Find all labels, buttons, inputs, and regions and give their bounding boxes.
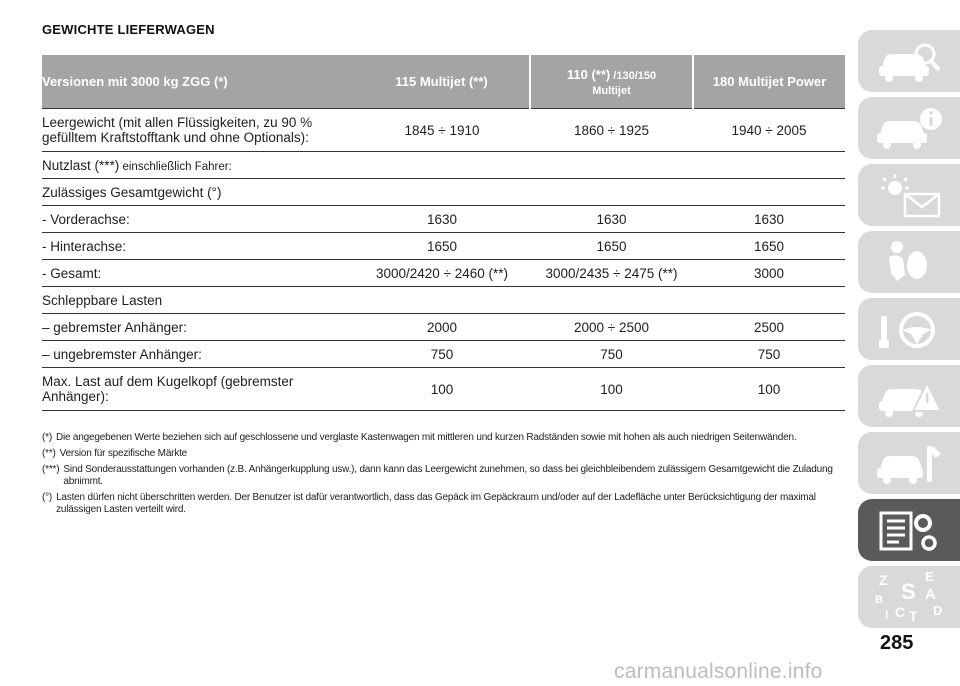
row-label-line2: gefülltem Kraftstofftank und ohne Optionals): bbox=[42, 130, 309, 145]
row-label-line2: Anhänger): bbox=[42, 389, 109, 404]
car-tools-icon bbox=[871, 438, 947, 488]
tab-emergency[interactable] bbox=[858, 365, 960, 427]
index-letter: B bbox=[875, 594, 883, 606]
index-letter: Z bbox=[879, 572, 888, 588]
header-110-variants: /130/150 bbox=[610, 69, 657, 82]
steering-wheel-icon bbox=[871, 304, 947, 354]
header-110-multijet bbox=[530, 55, 693, 109]
cell-value: 1860 ÷ 1925 bbox=[530, 109, 693, 152]
cell-value: 1630 bbox=[693, 206, 845, 233]
table-row bbox=[42, 109, 845, 152]
table-row bbox=[42, 179, 845, 206]
tab-warning-lights[interactable] bbox=[858, 164, 960, 226]
table-row bbox=[42, 233, 845, 260]
footnote bbox=[42, 492, 842, 516]
index-letter: E bbox=[925, 569, 934, 584]
tab-starting-driving[interactable] bbox=[858, 298, 960, 360]
row-label-line1: Leergewicht (mit allen Flüssigkeiten, zu 90 % bbox=[42, 115, 313, 130]
page-number: 285 bbox=[880, 632, 914, 654]
index-letter: A bbox=[925, 586, 936, 603]
tab-information[interactable] bbox=[858, 97, 960, 159]
header-versions: Versionen mit 3000 kg ZGG (*) bbox=[42, 55, 354, 109]
row-label: - Hinterachse: bbox=[42, 233, 354, 260]
cell-value: 1940 ÷ 2005 bbox=[693, 109, 845, 152]
index-letter: I bbox=[885, 608, 889, 622]
table-row bbox=[42, 206, 845, 233]
cell-value: 1630 bbox=[354, 206, 530, 233]
cell-value: 1845 ÷ 1910 bbox=[354, 109, 530, 152]
cell-value: 750 bbox=[693, 341, 845, 368]
header-180-multijet-power: 180 Multijet Power bbox=[693, 55, 845, 109]
row-label: – gebremster Anhänger: bbox=[42, 314, 354, 341]
cell-value: 100 bbox=[354, 368, 530, 411]
footnotes bbox=[42, 432, 842, 520]
footnote-mark: (**) bbox=[42, 448, 56, 459]
tab-alphabetical-index[interactable] bbox=[858, 566, 960, 628]
row-label-small: einschließlich Fahrer: bbox=[119, 160, 232, 173]
footnote bbox=[42, 448, 842, 460]
footnote-mark: (°) bbox=[42, 492, 53, 503]
footnote-mark: (***) bbox=[42, 464, 60, 475]
table-row bbox=[42, 314, 845, 341]
row-label bbox=[42, 368, 354, 411]
footnote-text: Version für spezifische Märkte bbox=[59, 448, 188, 459]
row-label-main: Nutzlast (***) bbox=[42, 157, 120, 173]
car-info-icon bbox=[871, 103, 947, 153]
tab-dashboard[interactable] bbox=[858, 30, 960, 92]
header-115-multijet: 115 Multijet (**) bbox=[354, 55, 530, 109]
table-row bbox=[42, 368, 845, 411]
row-label: - Gesamt: bbox=[42, 260, 354, 287]
index-letter: D bbox=[933, 603, 943, 618]
footnote-text: Die angegebenen Werte beziehen sich auf geschlossene und verglaste Kastenwagen mit mittleren und kurzen Radständen sowie mit hohen als auch niedrigen Seitenwänden. bbox=[55, 432, 797, 443]
index-letter: S bbox=[901, 579, 916, 604]
row-label bbox=[42, 109, 354, 152]
footnote bbox=[42, 464, 842, 488]
cell-value: 100 bbox=[530, 368, 693, 411]
footnote bbox=[42, 432, 842, 444]
header-110-main: 110 (**) bbox=[566, 66, 611, 82]
car-breakdown-icon bbox=[871, 371, 947, 421]
tab-maintenance[interactable] bbox=[858, 432, 960, 494]
row-label: - Vorderachse: bbox=[42, 206, 354, 233]
row-label bbox=[42, 152, 845, 179]
weights-table bbox=[42, 55, 845, 411]
watermark: carmanualsonline.info bbox=[614, 660, 823, 683]
cell-value: 1650 bbox=[530, 233, 693, 260]
index-letter: C bbox=[895, 604, 906, 620]
cell-value: 3000/2435 ÷ 2475 (**) bbox=[530, 260, 693, 287]
table-row bbox=[42, 260, 845, 287]
cell-value: 1650 bbox=[354, 233, 530, 260]
table-row bbox=[42, 341, 845, 368]
cell-value: 2500 bbox=[693, 314, 845, 341]
footnote-mark: (*) bbox=[42, 432, 52, 443]
cell-value: 750 bbox=[530, 341, 693, 368]
index-letter: T bbox=[909, 608, 918, 624]
row-label: Zulässiges Gesamtgewicht (°) bbox=[42, 179, 845, 206]
row-label: – ungebremster Anhänger: bbox=[42, 341, 354, 368]
cell-value: 750 bbox=[354, 341, 530, 368]
footnote-text: Lasten dürfen nicht überschritten werden. Der Benutzer ist dafür verantwortlich, dass das Gepäck im Gepäckraum und/oder auf der Ladefläche unter Berücksichtigung der maximal zulässigen Lasten verteilt wird. bbox=[56, 492, 816, 515]
table-row bbox=[42, 287, 845, 314]
page-title: GEWICHTE LIEFERWAGEN bbox=[42, 22, 215, 37]
warning-lights-icon bbox=[871, 170, 947, 220]
footnote-text: Sind Sonderausstattungen vorhanden (z.B. Anhängerkupplung usw.), dann kann das Leergewicht zunehmen, so dass bei gleichbleibendem zulässigem Gesamtgewicht die Zuladung abnimmt. bbox=[63, 464, 833, 487]
table-header-row bbox=[42, 55, 845, 109]
chapter-navigation bbox=[858, 30, 960, 633]
cell-value: 1650 bbox=[693, 233, 845, 260]
cell-value: 100 bbox=[693, 368, 845, 411]
airbag-person-icon bbox=[871, 237, 947, 287]
alphabetical-index-icon bbox=[871, 569, 947, 625]
table-row bbox=[42, 152, 845, 179]
tab-technical-data[interactable] bbox=[858, 499, 960, 561]
cell-value: 3000 bbox=[693, 260, 845, 287]
row-label: Schleppbare Lasten bbox=[42, 287, 845, 314]
cell-value: 2000 ÷ 2500 bbox=[530, 314, 693, 341]
cell-value: 3000/2420 ÷ 2460 (**) bbox=[354, 260, 530, 287]
car-search-icon bbox=[871, 36, 947, 86]
tab-safety[interactable] bbox=[858, 231, 960, 293]
technical-data-icon bbox=[871, 505, 947, 555]
header-110-line2: Multijet bbox=[592, 84, 631, 97]
row-label-line1: Max. Last auf dem Kugelkopf (gebremster bbox=[42, 374, 294, 389]
cell-value: 2000 bbox=[354, 314, 530, 341]
cell-value: 1630 bbox=[530, 206, 693, 233]
